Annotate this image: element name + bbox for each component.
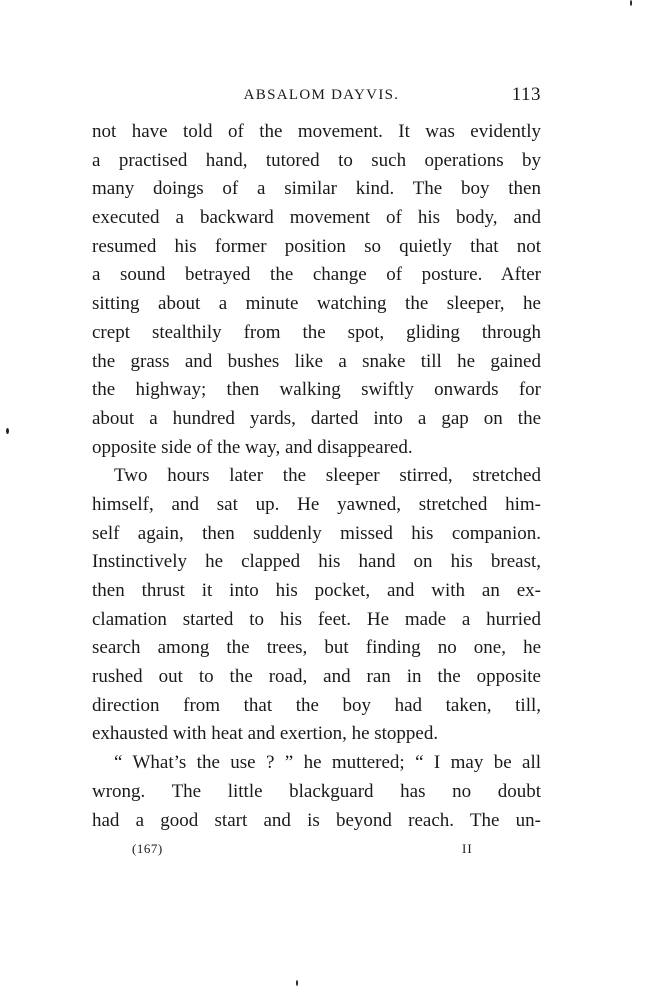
text-line: opposite side of the way, and disappeared. (92, 436, 413, 458)
running-head (92, 83, 541, 107)
text-line: himself, and sat up. He yawned, stretched him- (92, 493, 541, 515)
printer-mark: (167) (132, 841, 163, 856)
text-line: not have told of the movement. It was evidently (92, 121, 541, 142)
text-line: “ What’s the use ? ” he muttered; “ I may be all (114, 752, 541, 774)
text-line: clamation started to his feet. He made a hurried (92, 608, 541, 630)
text-line: the highway; then walking swiftly onwards for (92, 379, 541, 401)
text-line: Instinctively he clapped his hand on his breast, (92, 551, 541, 573)
text-line: a practised hand, tutored to such operations by (92, 149, 541, 171)
text-line: search among the trees, but finding no one, he (92, 637, 541, 659)
text-line: direction from that the boy had taken, till, (92, 694, 541, 716)
text-line: wrong. The little blackguard has no doubt (92, 780, 541, 802)
body-text (92, 118, 541, 835)
text-line: Two hours later the sleeper stirred, stretched (114, 465, 541, 487)
text-line: a sound betrayed the change of posture. After (92, 264, 541, 286)
text-line: the grass and bushes like a snake till he gained (92, 350, 541, 372)
text-line: sitting about a minute watching the sleeper, he (92, 293, 541, 315)
page-number: 113 (511, 84, 541, 105)
running-title: ABSALOM DAYVIS. (243, 87, 400, 103)
ink-speck (630, 0, 632, 6)
text-line: exhausted with heat and exertion, he stopped. (92, 723, 439, 745)
ink-speck (296, 980, 298, 986)
ink-speck (6, 428, 9, 434)
text-line: many doings of a similar kind. The boy then (92, 178, 541, 200)
text-line: resumed his former position so quietly that not (92, 235, 541, 257)
text-line: had a good start and is beyond reach. The un- (92, 809, 541, 831)
text-line: about a hundred yards, darted into a gap on the (92, 407, 541, 429)
text-line: rushed out to the road, and ran in the opposite (92, 666, 541, 688)
text-line: executed a backward movement of his body, and (92, 207, 541, 229)
signature-mark: II (462, 841, 473, 856)
text-line: self again, then suddenly missed his companion. (92, 522, 541, 544)
text-line: then thrust it into his pocket, and with an ex- (92, 580, 541, 601)
signature-line (92, 838, 541, 860)
text-line: crept stealthily from the spot, gliding through (92, 321, 541, 343)
